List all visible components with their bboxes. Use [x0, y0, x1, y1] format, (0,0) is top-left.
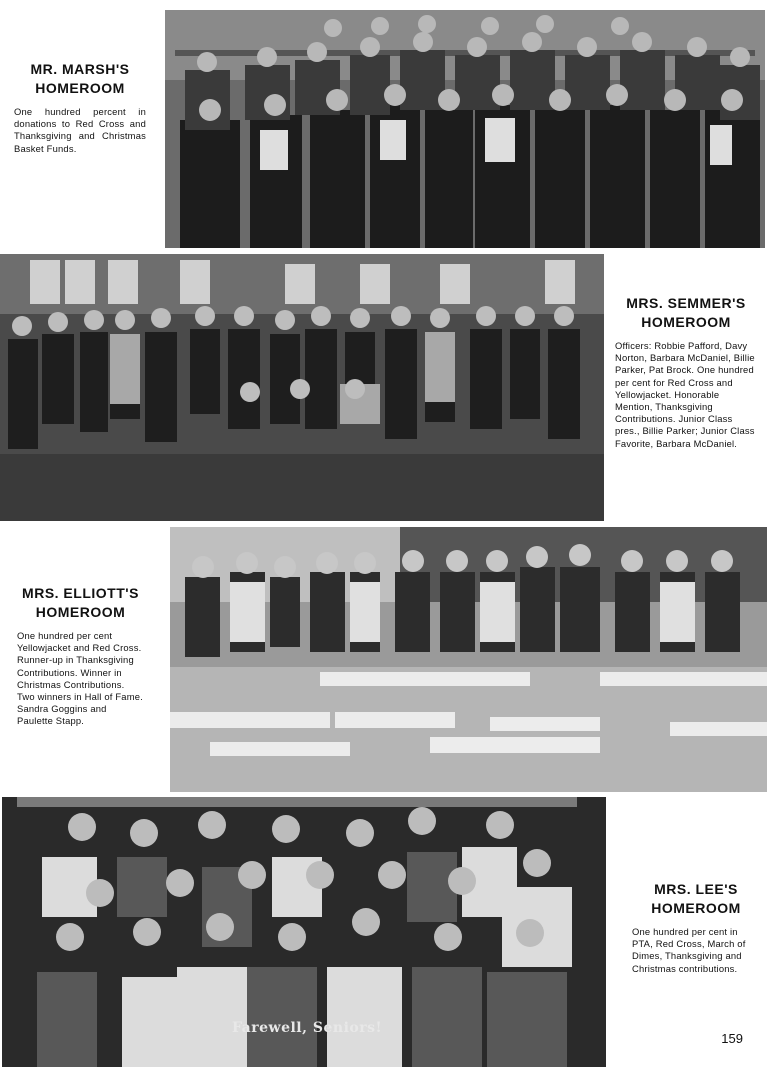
caption-title-line2: HOMEROOM [651, 900, 741, 916]
photo-overlay-caption: Farewell, Seniors! [232, 1020, 383, 1036]
caption-lee [632, 880, 760, 975]
page-number: 159 [721, 1031, 743, 1046]
caption-semmer [615, 294, 757, 450]
caption-marsh [14, 60, 146, 155]
caption-elliott [17, 584, 144, 728]
caption-title-line2: HOMEROOM [35, 604, 126, 620]
caption-title-line1: MRS. ELLIOTT'S [22, 585, 139, 601]
caption-title-line2: HOMEROOM [641, 314, 731, 330]
caption-text: One hundred percent in donations to Red Cross and Thanksgiving and Christmas Basket Funds. [14, 106, 146, 154]
homeroom-photo-marsh [165, 10, 765, 248]
caption-title-line2: HOMEROOM [35, 80, 125, 96]
caption-title-line1: MRS. SEMMER'S [626, 295, 746, 311]
caption-text: One hundred per cent Yellowjacket and Red Cross. Runner-up in Thanksgiving Contributions. Winner in Christmas Contributions. Two winners in Hall of Fame. Sandra Goggins and Paulette Stapp. [17, 630, 143, 727]
caption-title-line1: MRS. LEE'S [654, 881, 738, 897]
homeroom-photo-elliott [170, 527, 767, 792]
caption-title-line1: MR. MARSH'S [30, 61, 130, 77]
homeroom-photo-lee [2, 797, 606, 1067]
caption-text: Officers: Robbie Pafford, Davy Norton, Barbara McDaniel, Billie Parker, Pat Brock. One hundred per cent for Red Cross and Yellowjacket. Honorable Mention, Thanksgiving Contributions. Junior Class pres., Billie Parker; Junior Class Favorite, Barbara McDaniel. [615, 340, 755, 449]
caption-text: One hundred per cent in PTA, Red Cross, March of Dimes, Thanksgiving and Christmas contributions. [632, 926, 746, 974]
homeroom-photo-semmer [0, 254, 604, 521]
